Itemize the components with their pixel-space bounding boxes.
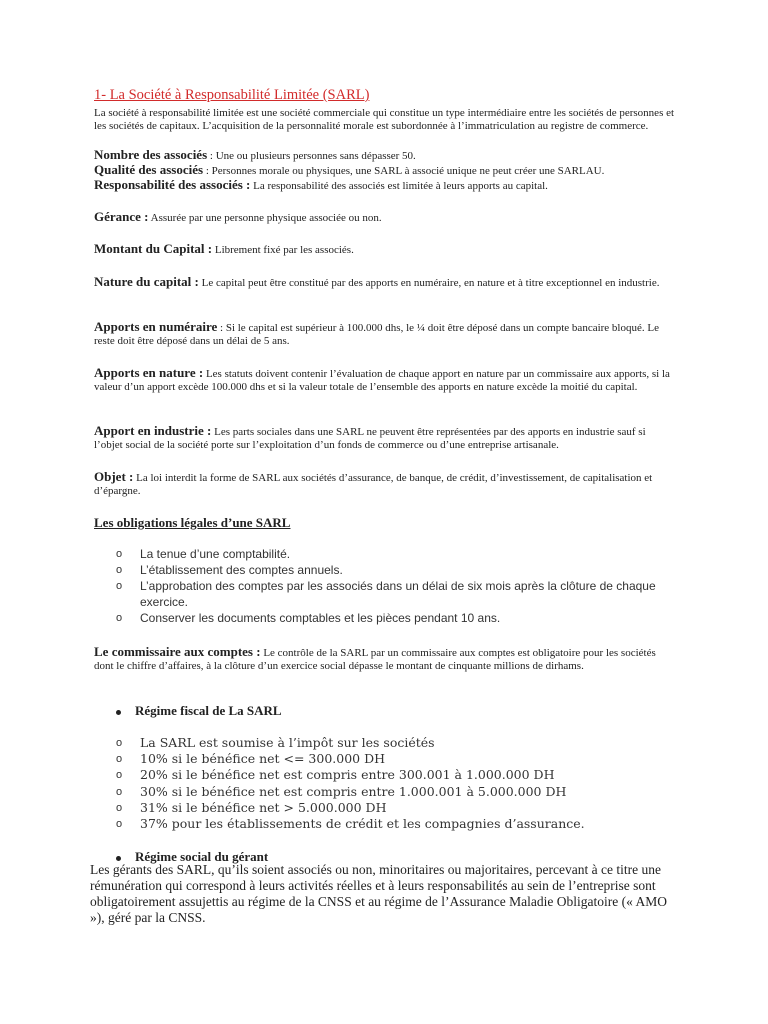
obligations-list [116,546,676,626]
item-separator: : [207,150,216,162]
item-label: Montant du Capital : [94,241,213,256]
regime-social-heading: Régime social du gérant [116,849,268,865]
regime-fiscal-heading: Régime fiscal de La SARL [116,703,282,719]
item-montant-capital [94,242,676,257]
item-label: Apports en numéraire [94,319,218,334]
list-marker: o [116,548,123,560]
item-label: Le commissaire aux comptes : [94,644,261,659]
item-text: La loi interdit la forme de SARL aux sociétés d’assurance, de banque, de crédit, d’investissement, de capitalisation et d’épargne. [94,472,653,497]
item-text: Les parts sociales dans une SARL ne peuvent être représentées par des apports en industrie sauf si l’objet social de la société porte sur l’exploitation d’un fonds de commerce ou d’une entreprise artisanale. [94,426,646,451]
list-marker: o [116,818,123,831]
list-item: o La tenue d’une comptabilité. [116,547,291,561]
item-apports-nature [94,366,676,394]
list-item: o 31% si le bénéfice net > 5.000.000 DH [116,799,387,815]
item-text: La responsabilité des associés est limitée à leurs apports au capital. [253,180,548,192]
commissaire-paragraph [94,645,676,673]
item-text: Une ou plusieurs personnes sans dépasser 50. [215,150,416,162]
item-nombre-associes [94,148,676,163]
item-gerance [94,210,676,225]
item-label: Objet : [94,469,134,484]
intro-paragraph: La société à responsabilité limitée est une société commerciale qui constitue un type intermédiaire entre les sociétés de personnes et les sociétés de capitaux. L’acquisition de la personnalité morale est subordonnée à l’immatriculation au registre de commerce. [94,107,675,132]
item-responsabilite-associes [94,178,676,193]
item-label: Responsabilité des associés : [94,177,251,192]
obligations-heading: Les obligations légales d’une SARL [94,515,291,530]
item-apport-industrie [94,424,676,452]
list-marker: o [116,612,123,624]
list-item: o 37% pour les établissements de crédit et les compagnies d’assurance. [116,816,585,832]
item-separator: : [217,322,226,334]
list-marker: o [116,580,123,592]
item-text: Le capital peut être constitué par des apports en numéraire, en nature et à titre exceptionnel en industrie. [201,277,660,289]
list-item: o 20% si le bénéfice net est compris entre 300.001 à 1.000.000 DH [116,767,555,783]
list-marker: o [116,801,123,814]
list-item: o Conserver les documents comptables et les pièces pendant 10 ans. [116,611,501,625]
list-marker: o [116,564,123,576]
list-marker: o [116,769,123,782]
item-separator: : [203,165,212,177]
document-title: 1- La Société à Responsabilité Limitée (SARL) [94,87,370,103]
regime-social-paragraph: Les gérants des SARL, qu’ils soient associés ou non, minoritaires ou majoritaires, percevant à ce titre une rémunération qui correspond à leurs activités réelles et à leurs responsabilités au sein de l’entreprise sont obligatoirement assujettis au régime de la CNSS et au régime de l’Assurance Maladie Obligatoire (« AMO »), géré par la CNSS. [90,862,667,925]
item-text: Les statuts doivent contenir l’évaluation de chaque apport en nature par un commissaire aux apports, si la valeur d’un apport excède 100.000 dhs et si la valeur totale de l’ensemble des apports en nature excède la moitié du capital. [94,368,670,393]
item-label: Gérance : [94,209,149,224]
bullet-dot [116,710,121,715]
item-text: Librement fixé par les associés. [214,244,354,256]
item-text: Personnes morale ou physiques, une SARL à associé unique ne peut créer une SARLAU. [211,165,605,177]
item-objet [94,470,676,498]
item-label: Qualité des associés [94,162,204,177]
item-text: Le contrôle de la SARL par un commissaire aux comptes est obligatoire pour les sociétés dont le chiffre d’affaires, à la clôture d’un exercice social dépasse le montant de cinquante millions de dirhams. [94,647,656,672]
regime-fiscal-list [116,735,676,832]
list-marker: o [116,753,123,766]
item-apports-numeraire [94,320,676,348]
list-marker: o [116,785,123,798]
item-label: Nature du capital : [94,274,199,289]
list-item: o L’approbation des comptes par les associés dans un délai de six mois après la clôture de chaque exercice. [116,579,656,609]
item-label: Apports en nature : [94,365,204,380]
item-label: Nombre des associés [94,147,208,162]
list-item: o La SARL est soumise à l’impôt sur les sociétés [116,735,435,750]
item-nature-capital [94,275,676,290]
item-text: Assurée par une personne physique associée ou non. [150,212,382,224]
item-text: Si le capital est supérieur à 100.000 dhs, le ¼ doit être déposé dans un compte bancaire bloqué. Le reste doit être déposé dans un délai de 5 ans. [94,322,659,347]
item-qualite-associes [94,163,676,178]
bullet-dot [116,856,121,861]
list-item: o L’établissement des comptes annuels. [116,563,343,577]
list-item: o 30% si le bénéfice net est compris entre 1.000.001 à 5.000.000 DH [116,783,567,799]
item-label: Apport en industrie : [94,423,212,438]
list-item: o 10% si le bénéfice net <= 300.000 DH [116,751,386,767]
list-marker: o [116,737,123,749]
